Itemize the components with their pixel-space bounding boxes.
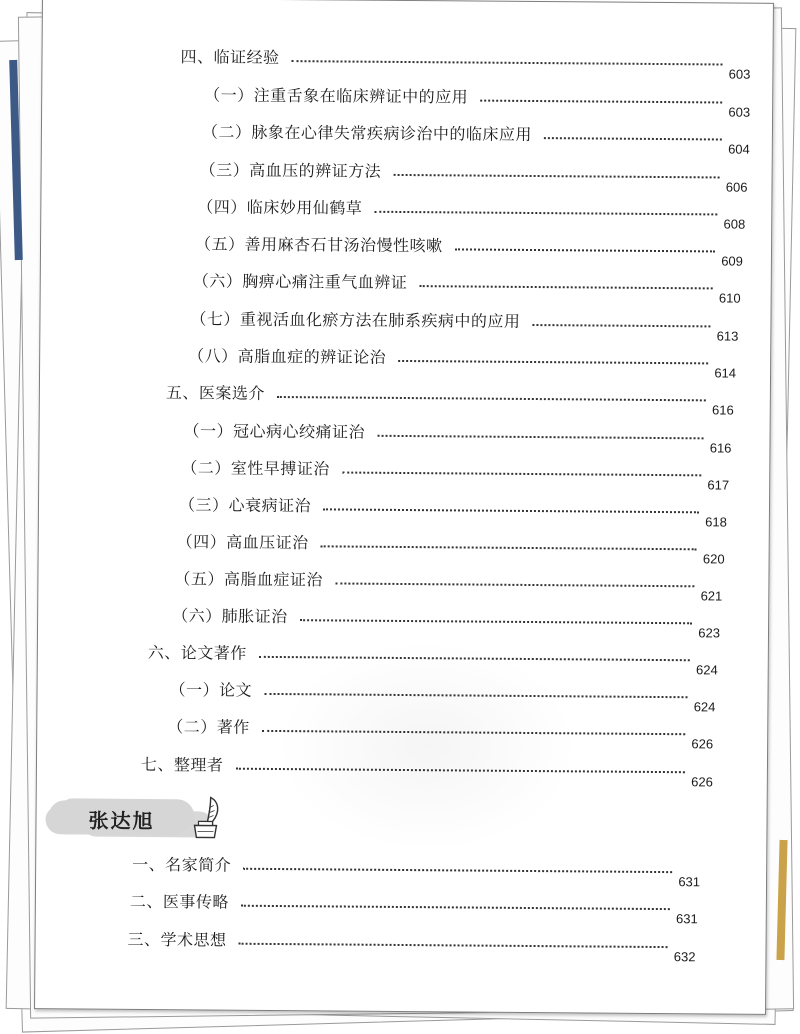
toc-entry-page: 617 (707, 477, 730, 493)
dot-leader (544, 137, 722, 140)
toc-entry (183, 417, 732, 456)
quill-inkwell-icon (188, 795, 222, 839)
toc-entry-title: 三、学术思想 (127, 929, 227, 950)
toc-entry-page: 608 (723, 216, 746, 232)
physician-banner (48, 794, 218, 839)
dot-leader (291, 60, 722, 65)
toc-entry-title: （五）高脂血症证治 (174, 569, 324, 590)
toc-entry-page: 632 (673, 949, 696, 965)
dot-leader (262, 730, 686, 735)
toc-entry-title: （一）注重舌象在临床辨证中的应用 (204, 85, 469, 107)
toc-entry-page: 631 (678, 874, 701, 890)
dot-leader (241, 905, 670, 910)
dot-leader (239, 943, 668, 948)
toc-entry-page: 606 (725, 179, 748, 195)
toc-entry-title: （六）肺胀证治 (172, 606, 288, 627)
toc-entry (204, 81, 751, 120)
toc-entry (199, 156, 748, 195)
toc-entry-page: 614 (714, 365, 737, 381)
physician-name: 张达旭 (88, 808, 155, 834)
toc-entry-page: 604 (728, 141, 750, 157)
toc-entry (194, 230, 743, 269)
toc-entry-section (127, 926, 696, 965)
toc-entry-title: （二）脉象在心律失常疾病诊治中的临床应用 (201, 122, 533, 144)
toc-entry-section (147, 639, 718, 678)
toc-entry-page: 621 (700, 588, 723, 604)
toc-entry (188, 342, 737, 381)
toc-entry-title: （三）心衰病证治 (178, 495, 312, 516)
toc-entry (178, 491, 727, 530)
dot-leader (259, 656, 690, 661)
dot-leader (235, 768, 685, 774)
toc-entry-title: （四）高血压证治 (176, 532, 309, 553)
toc-entry-title: （五）善用麻杏石甘汤治慢性咳嗽 (194, 234, 443, 256)
dot-leader (480, 100, 722, 104)
toc-entry-title: （二）著作 (167, 717, 250, 737)
toc-entry-page: 626 (691, 774, 713, 790)
toc-entry-page: 616 (712, 402, 734, 418)
dot-leader (335, 582, 695, 587)
dot-leader (323, 508, 699, 513)
dot-leader (398, 360, 708, 364)
dot-leader (300, 619, 693, 624)
toc-entry-section (180, 43, 751, 82)
dot-leader (419, 285, 713, 289)
toc-entry-section (129, 888, 698, 927)
dot-leader (321, 545, 697, 550)
toc-entry-section (165, 379, 734, 418)
toc-entry-section (132, 851, 701, 890)
toc-entry-title: （一）论文 (169, 680, 253, 700)
toc-entry-page: 618 (705, 514, 727, 530)
toc-entry-title: 七、整理者 (140, 754, 224, 775)
toc-entry-title: （八）高脂血症的辨证论治 (188, 346, 387, 367)
toc-entry-title: （三）高血压的辨证方法 (199, 160, 382, 181)
toc-entry (169, 676, 716, 715)
toc-entry-page: 620 (702, 551, 725, 567)
toc-entry (201, 118, 750, 157)
toc-entry-title: 五、医案选介 (165, 383, 265, 403)
toc-entry-page: 603 (728, 104, 751, 120)
toc-entry-title: 二、医事传略 (129, 891, 229, 912)
toc-entry-title: （二）室性早搏证治 (181, 458, 330, 479)
dot-leader (374, 211, 717, 216)
dot-leader (532, 324, 710, 327)
toc-entry-page: 631 (676, 911, 698, 927)
toc-entry-section (140, 751, 713, 790)
toc-entry-title: 六、论文著作 (147, 642, 247, 663)
dot-leader (342, 472, 702, 477)
toc-entry-page: 613 (716, 328, 739, 344)
toc-entry-page: 626 (691, 736, 714, 752)
toc-entry-page: 624 (695, 662, 718, 678)
toc-entry-page: 616 (709, 440, 732, 456)
toc-entry-title: （一）冠心病心绞痛证治 (183, 421, 366, 442)
dot-leader (455, 248, 716, 252)
toc-entry (167, 713, 714, 752)
toc-entry (174, 565, 723, 604)
dot-leader (243, 868, 672, 873)
dot-leader (277, 396, 706, 401)
toc-entry-title: （六）胸痹心痛注重气血辨证 (192, 271, 408, 293)
toc-entry-title: （七）重视活血化瘀方法在肺系疾病中的应用 (190, 309, 521, 331)
toc-entry-title: （四）临床妙用仙鹤草 (197, 197, 363, 218)
toc-entry-page: 609 (721, 253, 743, 269)
toc-entry (181, 454, 730, 493)
toc-entry (197, 193, 746, 232)
toc-page (34, 0, 774, 1015)
toc-entry-page: 603 (728, 66, 751, 82)
toc-entry-page: 623 (698, 625, 721, 641)
toc-entry-title: 一、名家简介 (132, 854, 232, 875)
toc-entry (172, 602, 721, 641)
toc-entry-title: 四、临证经验 (180, 47, 280, 68)
dot-leader (264, 693, 688, 698)
toc-entry-page: 624 (693, 699, 716, 715)
toc-entry (176, 528, 725, 567)
dot-leader (377, 435, 704, 440)
dot-leader (393, 174, 720, 179)
toc-entry (192, 267, 741, 306)
faint-background-print (276, 640, 578, 852)
toc-entry (190, 305, 739, 344)
toc-entry-page: 610 (718, 290, 741, 306)
